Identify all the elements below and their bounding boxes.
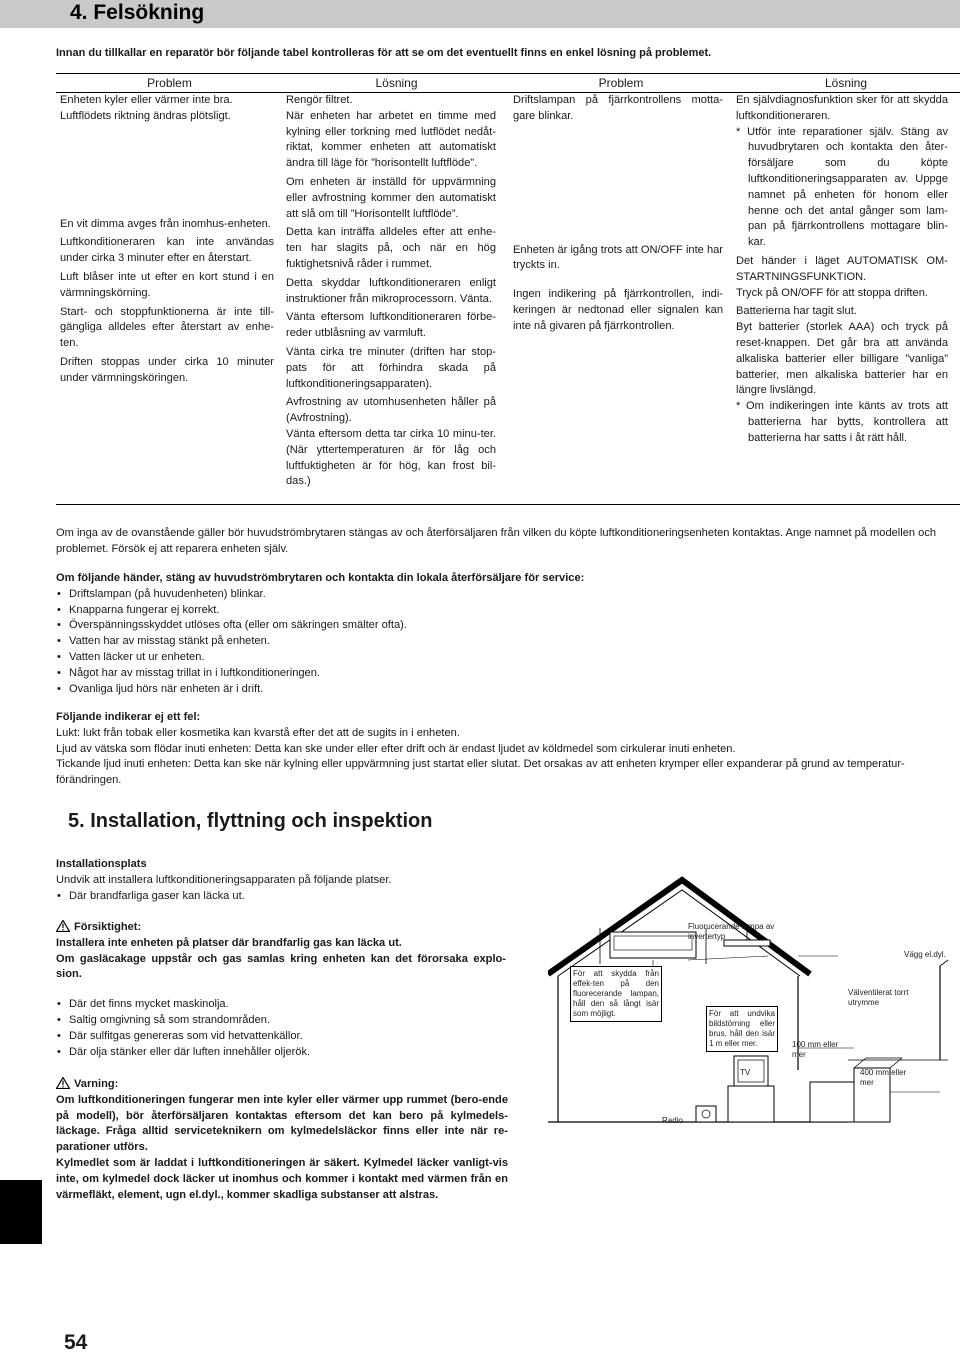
warning-section bbox=[56, 1077, 508, 1203]
problem-item: Enheten kyler eller värmer inte bra. bbox=[60, 94, 233, 106]
indications-section bbox=[56, 710, 960, 789]
solution-item: Byt batterier (storlek AAA) och tryck på reset-knappen. Det går bra att använda alkaliska batterier eller billigare ”vanliga” batterier, men alkaliska batterier har en längre livslängd. bbox=[736, 321, 948, 397]
solution-column-1 bbox=[286, 93, 496, 490]
wall-label: Vägg el.dyl. bbox=[904, 950, 946, 959]
table-header-problem-1: Problem bbox=[147, 76, 192, 90]
list-item: • Driftslampan (på huvudenheten) blinkar. bbox=[56, 587, 956, 603]
solution-column-2 bbox=[736, 93, 948, 447]
solution-item: Vänta eftersom detta tar cirka 10 minu-ter. (När yttertemperaturen är för låg och luftfuktigheten är för hög, kan frost bil-das.) bbox=[286, 427, 496, 488]
service-list bbox=[56, 587, 956, 698]
solution-item: Avfrostning av utomhusenheten håller på (Avfrostning). bbox=[286, 396, 496, 425]
warning-triangle-icon bbox=[56, 1077, 70, 1089]
installation-place-title: Installationsplats bbox=[56, 858, 147, 870]
problem-item: En vit dimma avges från inomhus-enheten. bbox=[60, 217, 271, 230]
problem-item: Start- och stoppfunktionerna är inte till-gängliga alldeles efter återstart av enhe-ten. bbox=[60, 305, 274, 350]
warning-title: Varning: bbox=[74, 1078, 119, 1090]
indication-line: Tickande ljud inuti enheten: Detta kan ske när kylning eller uppvärmning just startat eller slutat. Det orsakas av att enheten krymper eller expanderar på grund av temperatur-förändringen. bbox=[56, 758, 905, 787]
solution-item: När enheten har arbetet en timme med kylning eller torkning med lutflödet nedåt-riktat, kommer enheten att automatiskt ändra till läge för ”horisontellt luftflöde”. bbox=[286, 109, 496, 170]
solution-item: * Om indikeringen inte känts av trots att batterierna har bytts, kontrollera att batterierna har satts i åt rätt håll. bbox=[736, 400, 948, 444]
intro-text: Innan du tillkallar en reparatör bör följande tabel kontrolleras för att se om det eventuellt finns en enkel lösning på problemet. bbox=[56, 47, 712, 59]
problem-item: Enheten är igång trots att ON/OFF inte har tryckts in. bbox=[513, 243, 723, 272]
caution-title: Försiktighet: bbox=[74, 921, 142, 933]
problem-item: Ingen indikering på fjärrkontrollen, indi-keringen är nedtonad eller signalen kan inte nå givaren på fjärrkontrollen. bbox=[513, 288, 723, 332]
solution-item: Vänta eftersom luftkonditioneraren förbe-reder utblåsning av varmluft. bbox=[286, 311, 496, 340]
contact-paragraph: Om inga av de ovanstående gäller bör huvudströmbrytaren stängas av och återförsäljaren från vilken du köpte luftkonditioneringsenheten kontaktas. Ange namnet på modellen och problemet. Försök ej att reparera enheten själv. bbox=[56, 527, 937, 555]
vent-label: Välventilerat torrt utrymme bbox=[848, 988, 909, 1007]
problem-item: Luft blåser inte ut efter en kort stund i en värmningskörning. bbox=[60, 270, 274, 299]
solution-item: Det händer i läget AUTOMATISK OM-STARTNINGSFUNKTION. bbox=[736, 254, 948, 283]
solution-item: Om enheten är inställd för uppvärmning eller avfrostning kommer den automatiskt att slå om till ”Horisontellt luftflöde”. bbox=[286, 175, 496, 220]
section-5-title: 5. Installation, flyttning och inspektion bbox=[68, 810, 433, 832]
caution-heading bbox=[56, 920, 506, 936]
installation-diagram bbox=[548, 870, 960, 1150]
list-item: • Vatten läcker ut ur enheten. bbox=[56, 650, 956, 666]
installation-place-list bbox=[56, 889, 526, 905]
indications-title: Följande indikerar ej ett fel: bbox=[56, 711, 201, 723]
solution-item: Tryck på ON/OFF för att stoppa driften. bbox=[736, 286, 928, 299]
radio-label: Radio bbox=[662, 1116, 683, 1125]
solution-item: * Utför inte reparationer själv. Stäng av huvudbrytaren och kontakta den åter-försäljare som du köpte luftkonditioneringsapparaten av. Uppge namnet på enheten för honom eller henne och det antal gånger som lam-pan på fjärrkontrollens mottagare blin-kar. bbox=[736, 125, 948, 249]
list-item: • Ovanliga ljud hörs när enheten är i drift. bbox=[56, 682, 956, 698]
table-top-rule bbox=[56, 73, 960, 74]
caution-line: Installera inte enheten på platser där brandfarlig gas kan läcka ut. bbox=[56, 936, 402, 949]
indication-line: Lukt: lukt från tobak eller kosmetika kan kvarstå efter det att de sugits in i enheten. bbox=[56, 726, 460, 739]
list-item: • Där det finns mycket maskinolja. bbox=[56, 997, 506, 1013]
section-title: 4. Felsökning bbox=[70, 1, 205, 24]
list-item: • Något har av misstag trillat in i luftkonditioneringen. bbox=[56, 666, 956, 682]
list-item: • Vatten har av misstag stänkt på enheten. bbox=[56, 634, 956, 650]
problem-item: Luftkonditioneraren kan inte användas under cirka 3 minuter efter en återstart. bbox=[60, 236, 274, 265]
avoid-label: För att undvika bildstörning eller brus, håll den isär 1 m eller mer. bbox=[706, 1006, 778, 1052]
lamp-label: Fluorucerande lampa av invertertyp bbox=[688, 922, 775, 941]
warning-heading bbox=[56, 1077, 508, 1093]
list-item: • Där olja stänker eller där luften innehåller oljerök. bbox=[56, 1045, 506, 1061]
installation-place-text: Undvik att installera luftkonditioneringsapparaten på följande platser. bbox=[56, 873, 392, 886]
list-item: • Där brandfarliga gaser kan läcka ut. bbox=[56, 889, 526, 905]
installation-place bbox=[56, 857, 526, 904]
solution-item: En självdiagnosfunktion sker för att skydda luftkonditioneraren. bbox=[736, 94, 948, 122]
table-header-problem-2: Problem bbox=[598, 76, 644, 90]
warning-text: Om luftkonditioneringen fungerar men inte kyler eller värmer upp rummet (bero-ende på modell), bör återförsäljaren kontaktas eftersom det kan bero på kylmedels-läckage. Fråga alltid serviceteknikern om kylmedelsläckor finns eller inte när re-parationer utförs. bbox=[56, 1093, 508, 1154]
problem-item: Luftflödets riktning ändras plötsligt. bbox=[60, 109, 231, 122]
caution-line: Om gasläcakage uppstår och gas samlas kring enheten kan det förorsaka explo-sion. bbox=[56, 952, 506, 981]
section-header-bar bbox=[0, 0, 960, 28]
page-number: 54 bbox=[64, 1331, 88, 1354]
list-item: • Överspänningsskyddet utlöses ofta (eller om säkringen smälter ofta). bbox=[56, 618, 956, 634]
problem-column-2 bbox=[513, 93, 723, 335]
indication-line: Ljud av vätska som flödar inuti enheten: Detta kan ske under eller efter drift och är endast ljudet av köldmedel som cirkulerar inuti enheten. bbox=[56, 742, 736, 755]
distance-100mm-label: 100 mm eller mer bbox=[792, 1040, 839, 1059]
service-section bbox=[56, 571, 956, 697]
solution-item: Batterierna har tagit slut. bbox=[736, 305, 857, 318]
solution-item: Rengör filtret. bbox=[286, 94, 353, 106]
service-title: Om följande händer, stäng av huvudströmbrytaren och kontakta din lokala återförsäljare för service: bbox=[56, 572, 585, 584]
tv-label: TV bbox=[740, 1068, 751, 1077]
problem-column-1 bbox=[60, 93, 274, 387]
problem-item: Driften stoppas under cirka 10 minuter under värmningsköringen. bbox=[60, 355, 274, 384]
table-bottom-rule bbox=[56, 504, 960, 505]
distance-400mm-label: 400 mm eller mer bbox=[860, 1068, 907, 1087]
solution-item: Detta skyddar luftkonditioneraren enligt instruktioner från mikroprocessorn. Vänta. bbox=[286, 276, 496, 305]
problem-item: Driftslampan på fjärrkontrollens motta-gare blinkar. bbox=[513, 94, 723, 122]
troubleshooting-table bbox=[56, 73, 960, 505]
list-item: • Knapparna fungerar ej korrekt. bbox=[56, 603, 956, 619]
list-item: • Saltig omgivning så som strandområden. bbox=[56, 1013, 506, 1029]
warning-triangle-icon bbox=[56, 920, 70, 932]
caution-section bbox=[56, 920, 506, 1060]
caution-list bbox=[56, 997, 506, 1060]
list-item: • Där sulfitgas genereras som vid hetvattenkällor. bbox=[56, 1029, 506, 1045]
table-header-solution-1: Lösning bbox=[375, 76, 418, 90]
table-header-solution-2: Lösning bbox=[824, 76, 868, 90]
protect-label: För att skydda från effek-ten på den fluorecerande lampan, håll den så långt isär som möjligt. bbox=[570, 966, 662, 1022]
solution-item: Detta kan inträffa alldeles efter att enhe-ten har slagits på, och när en hög fuktighetsnivå råder i rummet. bbox=[286, 226, 496, 270]
page-edge-tab bbox=[0, 1180, 42, 1244]
warning-text-2: Kylmedlet som är laddat i luftkonditioneringen är säkert. Kylmedel läcker vanligt-vis inte, om kylmedel dock läcker ut inomhus och kommer i kontakt med värmen från en värmefläkt, element, ugn el.dyl., kommer skadliga substanser att alstras. bbox=[56, 1156, 508, 1201]
solution-item: Vänta cirka tre minuter (driften har stop-pats för att förhindra skada på luftkonditioneringsapparaten). bbox=[286, 345, 496, 390]
